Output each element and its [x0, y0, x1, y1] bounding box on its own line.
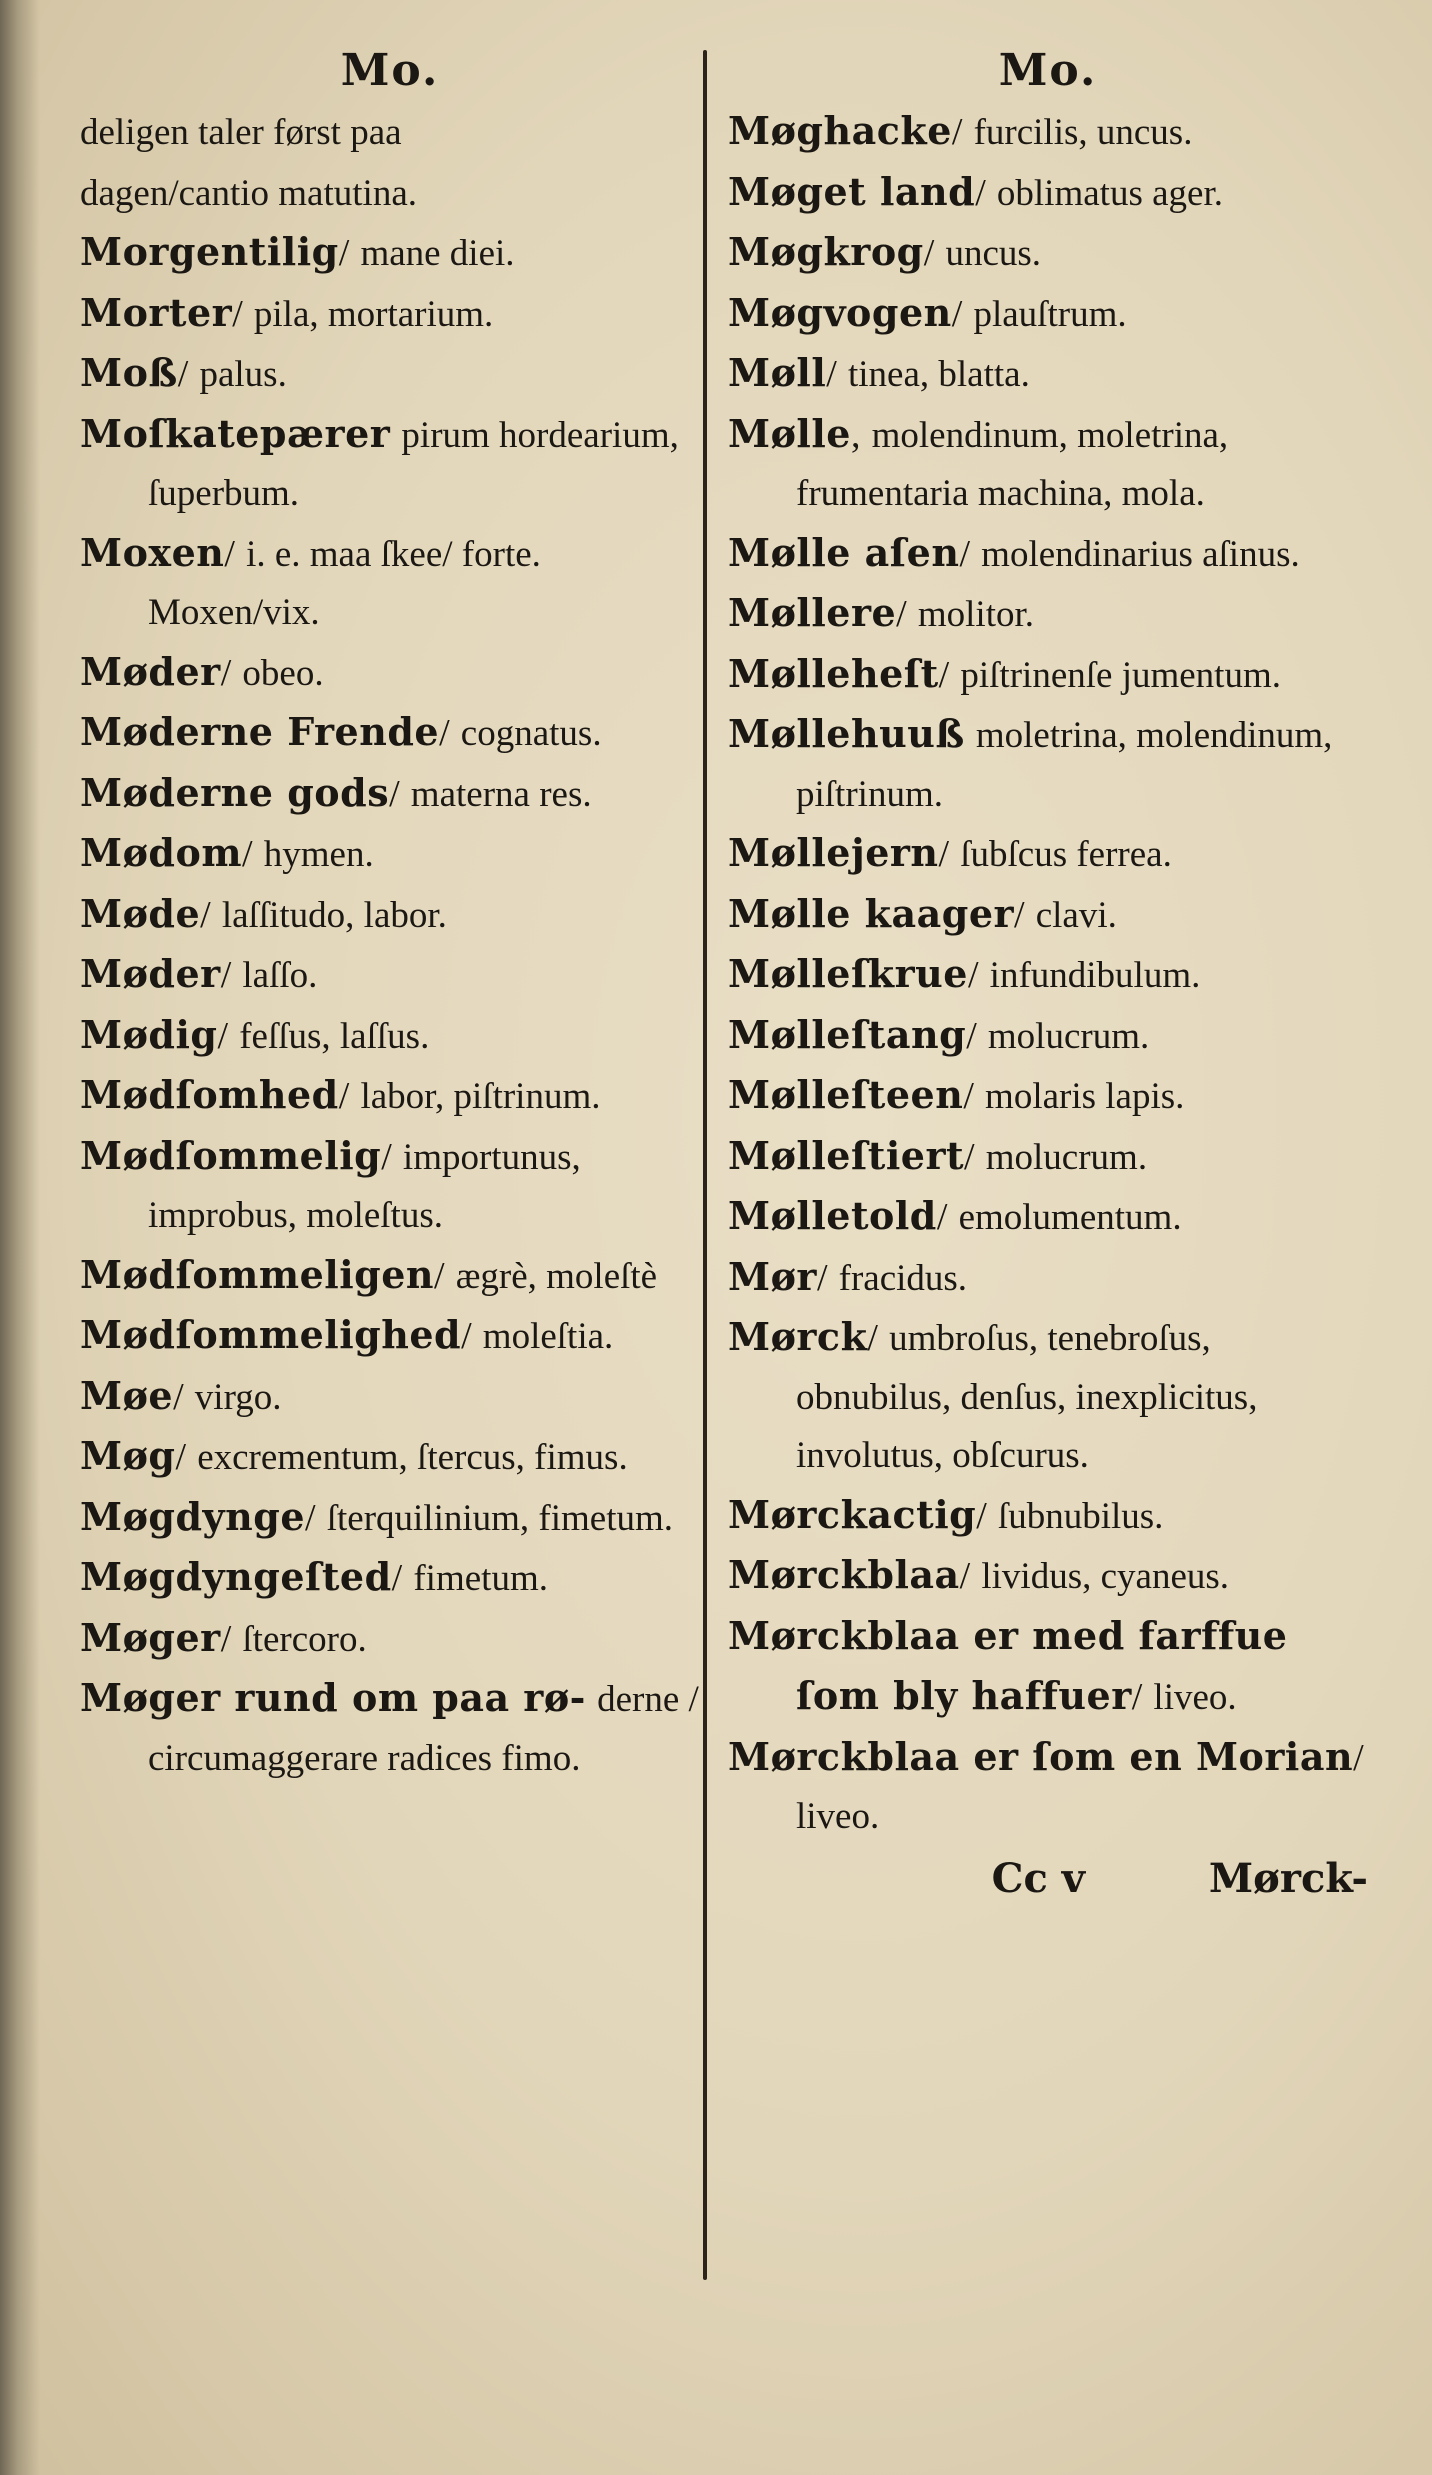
entry-definition: hymen.: [263, 834, 374, 875]
entry-separator: /: [826, 353, 837, 395]
entry-headword: Mødſommelig: [80, 1132, 382, 1178]
entry-separator: /: [867, 1317, 878, 1359]
entry-definition: importunus, improbus, moleſtus.: [148, 1136, 581, 1236]
entry-definition: labor, piſtrinum.: [360, 1076, 601, 1117]
entry-headword: Mødom: [80, 830, 243, 875]
catchword: Mørck-: [1208, 1854, 1368, 1902]
entry-separator: /: [951, 111, 963, 153]
entry-headword: Møder: [80, 951, 221, 996]
dictionary-entry: [80, 1548, 700, 1609]
dictionary-entry: [80, 1306, 700, 1367]
entry-headword: Møe: [80, 1372, 174, 1418]
entry-separator: /: [966, 1014, 977, 1057]
entry-definition: plauſtrum.: [973, 293, 1127, 335]
dictionary-entry: [80, 1367, 700, 1428]
dictionary-entry: [728, 1006, 1368, 1067]
entry-definition: moleſtia.: [482, 1316, 614, 1357]
entry-headword: Møll: [728, 350, 827, 395]
dictionary-entry: [80, 1609, 700, 1670]
entry-separator: /: [173, 1375, 184, 1418]
entry-definition: virgo.: [194, 1376, 282, 1418]
dictionary-entry: [80, 1066, 700, 1127]
dictionary-entry: [728, 284, 1368, 345]
entry-definition: derne / circumaggerare radices fimo.: [148, 1679, 699, 1779]
entry-separator: /: [975, 171, 986, 214]
entry-headword: Møger rund om paa rø-: [80, 1675, 586, 1720]
dictionary-entry: [728, 584, 1368, 645]
entry-definition: tinea, blatta.: [847, 354, 1030, 395]
entry-definition: oblimatus ager.: [996, 172, 1223, 214]
entry-separator: /: [175, 1436, 187, 1478]
entry-definition: molendinarius aſinus.: [981, 533, 1300, 575]
dictionary-entry: [80, 643, 700, 704]
entry-headword: Møg: [80, 1433, 176, 1478]
entry-headword: Mørckblaa: [728, 1552, 960, 1597]
dictionary-entry: [728, 163, 1368, 224]
entry-definition: umbroſus, tenebroſus, obnubilus, denſus, inexplicitus, involutus, obſcurus.: [796, 1318, 1258, 1476]
entry-separator: /: [391, 1557, 403, 1599]
entry-headword: Mølle kaager: [728, 890, 1015, 936]
entry-separator: /: [938, 653, 950, 696]
right-running-head: Mo.: [998, 45, 1098, 96]
entry-headword: Møghacke: [728, 108, 952, 153]
entry-definition: i. e. maa ſkee/ forte. Moxen/vix.: [148, 533, 541, 633]
entry-separator: /: [964, 1135, 975, 1178]
entry-headword: Moſkatepærer: [80, 410, 391, 456]
entry-definition: pila, mortarium.: [253, 293, 494, 335]
dictionary-entry: [80, 1006, 700, 1067]
dictionary-entry: [80, 1488, 700, 1549]
entry-headword: Møgdyngeſted: [80, 1554, 392, 1599]
dictionary-entry: [728, 885, 1368, 946]
entry-definition: molitor.: [917, 594, 1035, 635]
dictionary-entry: [728, 1248, 1368, 1309]
entry-definition: fimetum.: [413, 1558, 548, 1599]
entry-separator: /: [976, 1494, 987, 1537]
entry-definition: fracidus.: [838, 1257, 968, 1299]
entry-headword: Mølleheſt: [728, 650, 939, 696]
binding-shadow: [0, 0, 40, 2475]
entry-definition: ægrè, moleſtè: [455, 1255, 658, 1297]
entry-definition: furcilis, uncus.: [973, 112, 1193, 153]
entry-separator: /: [959, 532, 971, 575]
entry-separator: /: [217, 1014, 229, 1057]
entry-headword: Mørckactig: [728, 1491, 977, 1537]
dictionary-entry: [728, 102, 1368, 163]
entry-headword: Mørckblaa er ſom en Morian: [728, 1733, 1354, 1779]
dictionary-entry: [728, 223, 1368, 284]
entry-headword: Møgkrog: [728, 229, 924, 274]
entry-separator: /: [1131, 1676, 1143, 1718]
right-entry-list: [728, 102, 1368, 1847]
entry-separator: /: [381, 1135, 392, 1178]
dictionary-entry: [728, 524, 1368, 585]
entry-separator: /: [338, 232, 350, 274]
entry-definition: liveo.: [1153, 1677, 1237, 1718]
dictionary-entry: [80, 764, 700, 825]
dictionary-entry: [728, 405, 1368, 524]
entry-definition: cognatus.: [460, 713, 602, 754]
entry-separator: /: [1014, 893, 1025, 936]
dictionary-entry: [80, 1669, 700, 1788]
left-entry-list: [80, 102, 700, 1788]
entry-separator: /: [923, 232, 935, 274]
right-column: [728, 40, 1368, 1909]
entry-definition: molaris lapis.: [985, 1076, 1185, 1117]
dictionary-entry: [80, 703, 700, 764]
entry-separator: /: [389, 772, 400, 815]
dictionary-entry: [80, 524, 700, 643]
dictionary-entry: [728, 1308, 1368, 1486]
entry-definition: materna res.: [410, 773, 592, 815]
entry-definition: lividus, cyaneus.: [981, 1556, 1230, 1597]
dictionary-entry: [80, 885, 700, 946]
dictionary-entry: [80, 1246, 700, 1307]
entry-separator: /: [938, 833, 950, 875]
entry-separator: /: [220, 1617, 232, 1660]
signature-mark: Cc v: [991, 1854, 1085, 1902]
entry-separator: /: [959, 1555, 971, 1597]
dictionary-entry: [728, 1486, 1368, 1547]
page-footer: [728, 1849, 1368, 1909]
entry-headword: Mølleſtang: [728, 1011, 967, 1057]
entry-definition: dagen/cantio matutina.: [80, 172, 417, 214]
entry-headword: Mølle aſen: [728, 529, 960, 575]
entry-separator: /: [177, 353, 189, 395]
entry-headword: Møllere: [728, 590, 897, 635]
dictionary-entry: [80, 824, 700, 885]
dictionary-entry: [728, 1546, 1368, 1607]
entry-separator: /: [338, 1075, 350, 1117]
entry-definition: ſterquilinium, fimetum.: [326, 1497, 674, 1539]
entry-headword: Møde: [80, 890, 201, 936]
left-running-head: Mo.: [340, 45, 440, 96]
entry-definition: ſubſcus ferrea.: [960, 834, 1172, 875]
entry-definition: laſſo.: [242, 955, 318, 996]
entry-separator: /: [200, 893, 211, 936]
left-column: [80, 40, 700, 1788]
entry-definition: palus.: [199, 354, 287, 395]
dictionary-entry: [728, 1066, 1368, 1127]
entry-headword: Mølleſtiert: [728, 1132, 965, 1178]
dictionary-entry: [80, 1427, 700, 1488]
entry-separator: /: [439, 712, 450, 754]
dictionary-entry: [728, 1187, 1368, 1248]
dictionary-entry: [80, 102, 700, 163]
entry-separator: /: [951, 292, 963, 335]
entry-separator: ,: [850, 413, 861, 456]
dictionary-entry: [80, 344, 700, 405]
entry-separator: /: [242, 833, 253, 875]
entry-separator: /: [896, 593, 907, 635]
dictionary-entry: [728, 645, 1368, 706]
entry-headword: Mør: [728, 1253, 817, 1299]
entry-headword: Møgdynge: [80, 1493, 306, 1539]
entry-definition: feſſus, laſſus.: [239, 1015, 430, 1057]
entry-headword: Moxen: [80, 529, 225, 575]
entry-headword: Mødſommeligen: [80, 1251, 435, 1297]
entry-headword: Mørckblaa er med farffue ſom bly haffuer: [728, 1612, 1288, 1718]
entry-definition: ſubnubilus.: [997, 1495, 1164, 1537]
entry-headword: Moß: [80, 350, 178, 395]
dictionary-entry: [728, 1127, 1368, 1188]
entry-headword: Mødſommelighed: [80, 1312, 462, 1357]
entry-definition: piſtrinenſe jumentum.: [960, 654, 1281, 696]
entry-definition: liveo.: [796, 1796, 880, 1837]
dictionary-entry: [728, 344, 1368, 405]
entry-definition: molucrum.: [987, 1015, 1150, 1057]
entry-headword: Møllehuuß: [728, 711, 965, 756]
entry-headword: Mørck: [728, 1314, 868, 1359]
entry-definition: ſtercoro.: [242, 1618, 367, 1660]
entry-separator: /: [816, 1256, 828, 1299]
dictionary-entry: [728, 945, 1368, 1006]
entry-headword: Møderne Frende: [80, 709, 440, 754]
entry-headword: Morter: [80, 289, 233, 335]
entry-headword: Mølleſkrue: [728, 951, 968, 996]
entry-separator: /: [220, 651, 232, 694]
dictionary-entry: [80, 223, 700, 284]
entry-headword: Møgvogen: [728, 289, 952, 335]
entry-definition: pirum hordearium, ſuperbum.: [148, 414, 679, 514]
entry-headword: Mølleſteen: [728, 1072, 964, 1117]
dictionary-entry: [728, 705, 1368, 824]
entry-definition: deligen taler først paa: [80, 112, 402, 153]
entry-definition: molucrum.: [985, 1136, 1148, 1178]
entry-headword: Møder: [80, 648, 221, 694]
entry-headword: Møger: [80, 1614, 221, 1660]
entry-separator: /: [232, 292, 243, 335]
entry-separator: /: [967, 954, 979, 996]
dictionary-entry: [728, 1728, 1368, 1847]
dictionary-entry: [728, 824, 1368, 885]
entry-definition: excrementum, ſtercus, fimus.: [197, 1437, 628, 1478]
entry-separator: /: [963, 1075, 974, 1117]
entry-separator: /: [1353, 1736, 1364, 1779]
entry-headword: Mølle: [728, 410, 851, 456]
dictionary-entry: [728, 1607, 1368, 1728]
entry-headword: Morgentilig: [80, 229, 339, 274]
entry-definition: moletrina, molendinum, piſtrinum.: [796, 715, 1333, 815]
entry-headword: Mødig: [80, 1011, 218, 1057]
entry-headword: Møderne gods: [80, 769, 390, 815]
entry-separator: /: [224, 532, 235, 575]
entry-separator: /: [434, 1254, 445, 1297]
dictionary-entry: [80, 163, 700, 224]
entry-headword: Mødſomhed: [80, 1072, 339, 1117]
entry-definition: obeo.: [242, 652, 324, 694]
dictionary-entry: [80, 405, 700, 524]
dictionary-entry: [80, 945, 700, 1006]
entry-definition: mane diei.: [360, 233, 515, 274]
entry-headword: Møget land: [728, 168, 976, 214]
entry-definition: molendinum, moletrina, frumentaria machina, mola.: [796, 414, 1229, 514]
entry-headword: Møllejern: [728, 830, 939, 875]
entry-separator: /: [305, 1496, 316, 1539]
entry-definition: emolumentum.: [958, 1197, 1182, 1238]
entry-definition: infundibulum.: [989, 955, 1201, 996]
entry-definition: uncus.: [945, 233, 1042, 274]
dictionary-entry: [80, 1127, 700, 1246]
entry-definition: laſſitudo, labor.: [221, 894, 447, 936]
column-divider: [703, 50, 707, 2280]
entry-definition: clavi.: [1035, 894, 1117, 936]
entry-separator: /: [220, 954, 232, 996]
entry-separator: /: [936, 1196, 948, 1238]
entry-headword: Mølletold: [728, 1193, 937, 1238]
entry-separator: /: [461, 1315, 472, 1357]
dictionary-entry: [80, 284, 700, 345]
